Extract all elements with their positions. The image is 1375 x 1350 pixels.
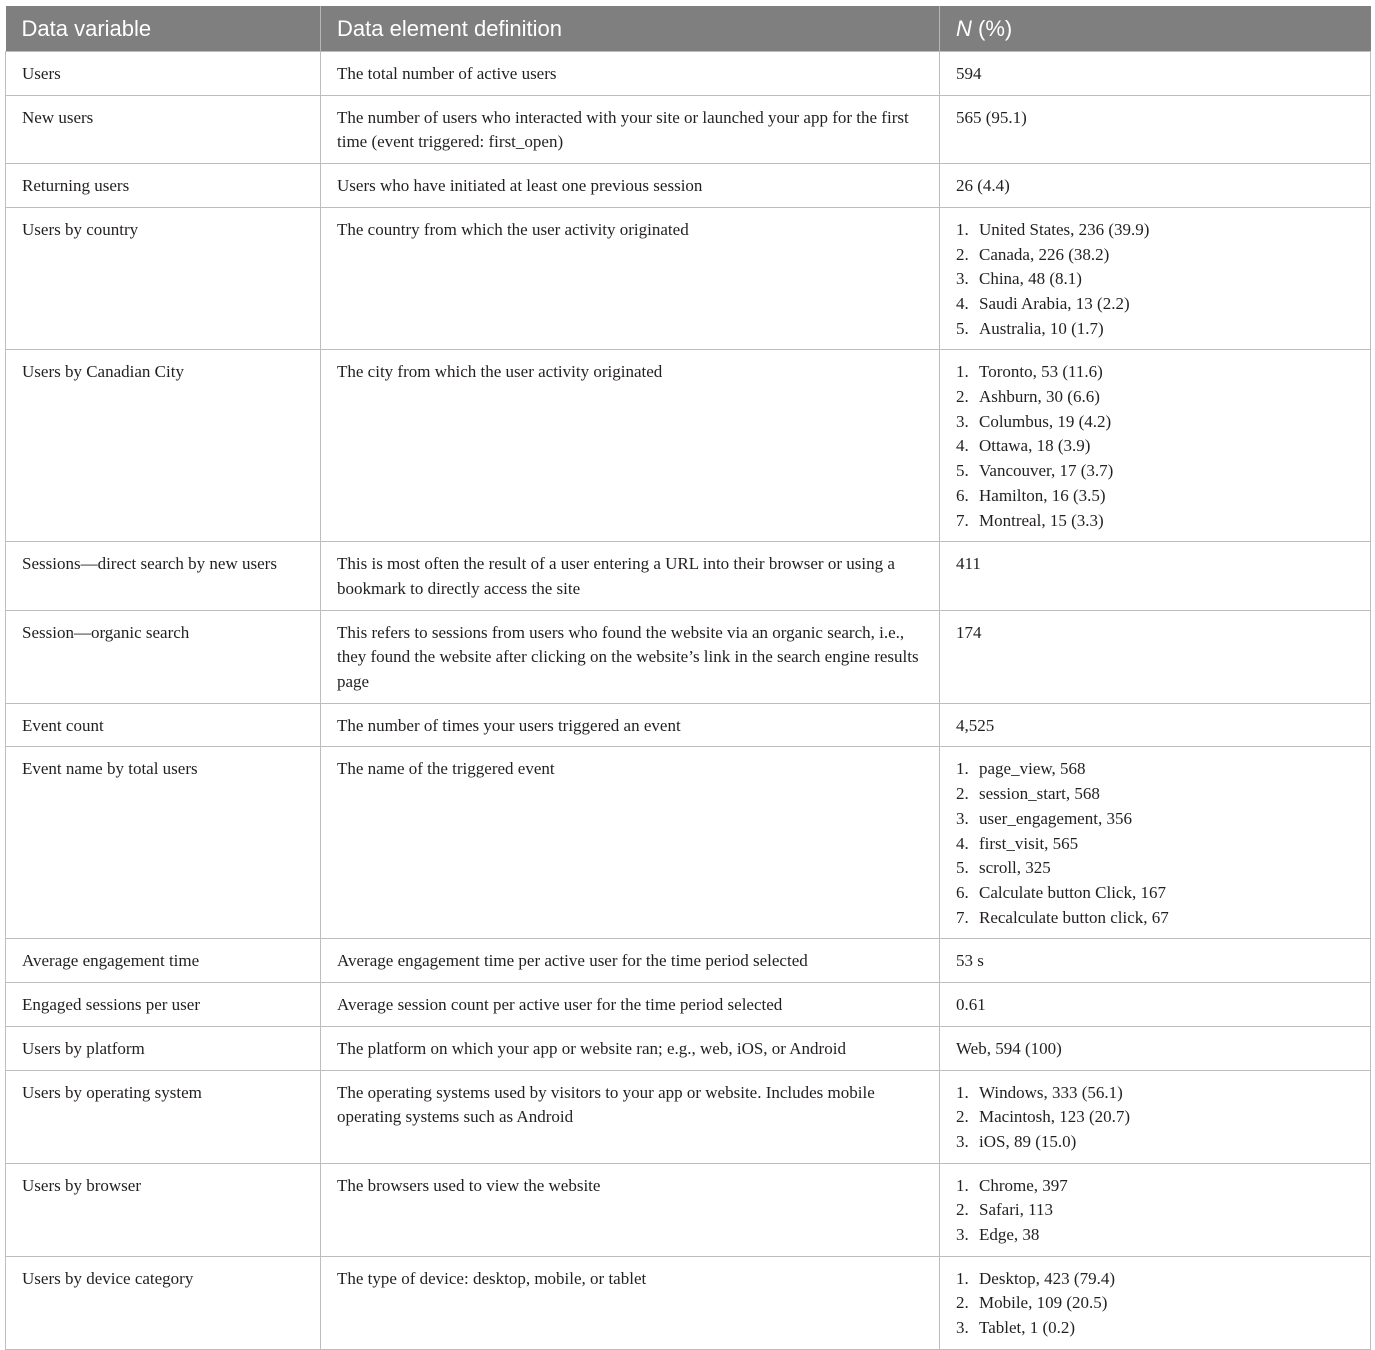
- list-item-text: Tablet, 1 (0.2): [979, 1318, 1076, 1338]
- cell-data-variable: Session—organic search: [6, 610, 321, 703]
- list-item: [956, 1223, 1354, 1248]
- list-item-number: 3.: [956, 269, 969, 289]
- cell-n-percent: 411: [940, 542, 1371, 610]
- list-item-number: 5.: [956, 318, 969, 338]
- list-item-text: Saudi Arabia, 13 (2.2): [979, 293, 1130, 313]
- list-item-number: 1.: [956, 1268, 969, 1288]
- list-item: [956, 1174, 1354, 1199]
- list-item-text: Montreal, 15 (3.3): [979, 510, 1104, 530]
- list-item-number: 2.: [956, 784, 969, 804]
- cell-definition: The type of device: desktop, mobile, or tablet: [321, 1256, 940, 1349]
- cell-n-percent: [940, 1163, 1371, 1256]
- cell-data-variable: Event name by total users: [6, 747, 321, 939]
- list-item-number: 3.: [956, 1131, 969, 1151]
- list-item: [956, 317, 1354, 342]
- cell-n-percent: [940, 1070, 1371, 1163]
- value-list: [956, 218, 1354, 342]
- table-row: [6, 542, 1371, 610]
- list-item: [956, 267, 1354, 292]
- list-item: [956, 484, 1354, 509]
- cell-definition: The name of the triggered event: [321, 747, 940, 939]
- cell-definition: The operating systems used by visitors to your app or website. Includes mobile operating systems such as Android: [321, 1070, 940, 1163]
- list-item: [956, 832, 1354, 857]
- table-row: [6, 164, 1371, 208]
- cell-definition: The number of users who interacted with your site or launched your app for the first time (event triggered: first_open): [321, 95, 940, 163]
- cell-data-variable: Users by device category: [6, 1256, 321, 1349]
- cell-definition: Users who have initiated at least one previous session: [321, 164, 940, 208]
- cell-n-percent: 26 (4.4): [940, 164, 1371, 208]
- list-item-number: 3.: [956, 808, 969, 828]
- list-item-number: 1.: [956, 362, 969, 382]
- value-list: [956, 1081, 1354, 1155]
- list-item: [956, 1105, 1354, 1130]
- list-item-number: 3.: [956, 1225, 969, 1245]
- value-list: [956, 757, 1354, 930]
- list-item-number: 4.: [956, 833, 969, 853]
- cell-n-percent: 594: [940, 52, 1371, 96]
- cell-definition: The country from which the user activity originated: [321, 207, 940, 350]
- list-item: [956, 1198, 1354, 1223]
- list-item: [956, 906, 1354, 931]
- cell-n-percent: 53 s: [940, 939, 1371, 983]
- list-item-text: Hamilton, 16 (3.5): [979, 485, 1106, 505]
- header-row: [6, 6, 1371, 52]
- list-item: [956, 1130, 1354, 1155]
- list-item-number: 2.: [956, 1107, 969, 1127]
- header-data-variable: Data variable: [6, 6, 321, 52]
- list-item: [956, 459, 1354, 484]
- list-item: [956, 509, 1354, 534]
- list-item-text: Windows, 333 (56.1): [979, 1082, 1123, 1102]
- list-item-text: scroll, 325: [979, 858, 1051, 878]
- value-list: [956, 1267, 1354, 1341]
- list-item-number: 4.: [956, 293, 969, 313]
- list-item-number: 2.: [956, 1293, 969, 1313]
- cell-definition: The platform on which your app or website ran; e.g., web, iOS, or Android: [321, 1026, 940, 1070]
- list-item-text: Edge, 38: [979, 1225, 1040, 1245]
- list-item: [956, 434, 1354, 459]
- cell-data-variable: Sessions—direct search by new users: [6, 542, 321, 610]
- cell-n-percent: [940, 350, 1371, 542]
- list-item: [956, 218, 1354, 243]
- cell-definition: Average engagement time per active user for the time period selected: [321, 939, 940, 983]
- table-row: [6, 1026, 1371, 1070]
- table-row: [6, 747, 1371, 939]
- cell-n-percent: 174: [940, 610, 1371, 703]
- list-item-text: Calculate button Click, 167: [979, 882, 1166, 902]
- list-item-text: Safari, 113: [979, 1200, 1053, 1220]
- list-item: [956, 1081, 1354, 1106]
- list-item: [956, 881, 1354, 906]
- table-row: [6, 1070, 1371, 1163]
- list-item-text: Mobile, 109 (20.5): [979, 1293, 1108, 1313]
- list-item: [956, 385, 1354, 410]
- list-item-text: Recalculate button click, 67: [979, 907, 1169, 927]
- list-item-number: 7.: [956, 907, 969, 927]
- list-item: [956, 757, 1354, 782]
- list-item-text: Toronto, 53 (11.6): [979, 362, 1103, 382]
- list-item-number: 6.: [956, 485, 969, 505]
- list-item-text: user_engagement, 356: [979, 808, 1132, 828]
- list-item: [956, 1291, 1354, 1316]
- cell-definition: The total number of active users: [321, 52, 940, 96]
- list-item-text: Canada, 226 (38.2): [979, 244, 1110, 264]
- list-item-text: China, 48 (8.1): [979, 269, 1082, 289]
- list-item-text: Columbus, 19 (4.2): [979, 411, 1112, 431]
- list-item-text: United States, 236 (39.9): [979, 219, 1150, 239]
- list-item-number: 3.: [956, 1318, 969, 1338]
- list-item-number: 5.: [956, 461, 969, 481]
- list-item-text: session_start, 568: [979, 784, 1100, 804]
- list-item-number: 2.: [956, 244, 969, 264]
- header-data-element-definition: Data element definition: [321, 6, 940, 52]
- list-item-text: Vancouver, 17 (3.7): [979, 461, 1114, 481]
- list-item-text: Chrome, 397: [979, 1175, 1068, 1195]
- value-list: [956, 1174, 1354, 1248]
- table-row: [6, 350, 1371, 542]
- list-item-number: 7.: [956, 510, 969, 530]
- cell-data-variable: Users by Canadian City: [6, 350, 321, 542]
- cell-data-variable: New users: [6, 95, 321, 163]
- cell-data-variable: Engaged sessions per user: [6, 983, 321, 1027]
- list-item-number: 1.: [956, 1175, 969, 1195]
- cell-data-variable: Event count: [6, 703, 321, 747]
- cell-definition: Average session count per active user for the time period selected: [321, 983, 940, 1027]
- table-header: [6, 6, 1371, 52]
- cell-data-variable: Average engagement time: [6, 939, 321, 983]
- table-row: [6, 1163, 1371, 1256]
- value-list: [956, 360, 1354, 533]
- table-row: [6, 1256, 1371, 1349]
- list-item: [956, 782, 1354, 807]
- cell-n-percent: Web, 594 (100): [940, 1026, 1371, 1070]
- list-item: [956, 1316, 1354, 1341]
- list-item-number: 4.: [956, 436, 969, 456]
- list-item: [956, 807, 1354, 832]
- table-row: [6, 983, 1371, 1027]
- table-row: [6, 939, 1371, 983]
- list-item-number: 2.: [956, 387, 969, 407]
- cell-n-percent: [940, 747, 1371, 939]
- header-n-italic: N: [956, 15, 972, 41]
- cell-data-variable: Users: [6, 52, 321, 96]
- header-n-rest: (%): [971, 15, 1013, 41]
- list-item: [956, 360, 1354, 385]
- table-row: [6, 703, 1371, 747]
- cell-data-variable: Returning users: [6, 164, 321, 208]
- list-item-text: Ottawa, 18 (3.9): [979, 436, 1091, 456]
- list-item-number: 1.: [956, 759, 969, 779]
- cell-n-percent: [940, 1256, 1371, 1349]
- data-table: [5, 6, 1371, 1350]
- list-item: [956, 1267, 1354, 1292]
- list-item-text: Australia, 10 (1.7): [979, 318, 1104, 338]
- cell-definition: The browsers used to view the website: [321, 1163, 940, 1256]
- cell-n-percent: [940, 207, 1371, 350]
- list-item: [956, 243, 1354, 268]
- list-item: [956, 410, 1354, 435]
- list-item-text: first_visit, 565: [979, 833, 1079, 853]
- list-item-number: 2.: [956, 1200, 969, 1220]
- table-body: [6, 52, 1371, 1350]
- list-item-number: 1.: [956, 219, 969, 239]
- table-row: [6, 207, 1371, 350]
- list-item-text: Desktop, 423 (79.4): [979, 1268, 1115, 1288]
- table-row: [6, 95, 1371, 163]
- cell-definition: This is most often the result of a user entering a URL into their browser or using a bookmark to directly access the site: [321, 542, 940, 610]
- table-row: [6, 52, 1371, 96]
- cell-n-percent: 0.61: [940, 983, 1371, 1027]
- list-item-text: iOS, 89 (15.0): [979, 1131, 1077, 1151]
- list-item-number: 6.: [956, 882, 969, 902]
- cell-data-variable: Users by platform: [6, 1026, 321, 1070]
- cell-data-variable: Users by country: [6, 207, 321, 350]
- list-item: [956, 292, 1354, 317]
- list-item-number: 1.: [956, 1082, 969, 1102]
- table-row: [6, 610, 1371, 703]
- cell-n-percent: 565 (95.1): [940, 95, 1371, 163]
- list-item-text: Macintosh, 123 (20.7): [979, 1107, 1131, 1127]
- cell-data-variable: Users by browser: [6, 1163, 321, 1256]
- list-item: [956, 856, 1354, 881]
- list-item-text: Ashburn, 30 (6.6): [979, 387, 1100, 407]
- list-item-text: page_view, 568: [979, 759, 1086, 779]
- header-n-percent: [940, 6, 1371, 52]
- cell-definition: This refers to sessions from users who found the website via an organic search, i.e., they found the website after clicking on the website’s link in the search engine results page: [321, 610, 940, 703]
- list-item-number: 5.: [956, 858, 969, 878]
- cell-n-percent: 4,525: [940, 703, 1371, 747]
- cell-data-variable: Users by operating system: [6, 1070, 321, 1163]
- cell-definition: The number of times your users triggered an event: [321, 703, 940, 747]
- list-item-number: 3.: [956, 411, 969, 431]
- cell-definition: The city from which the user activity originated: [321, 350, 940, 542]
